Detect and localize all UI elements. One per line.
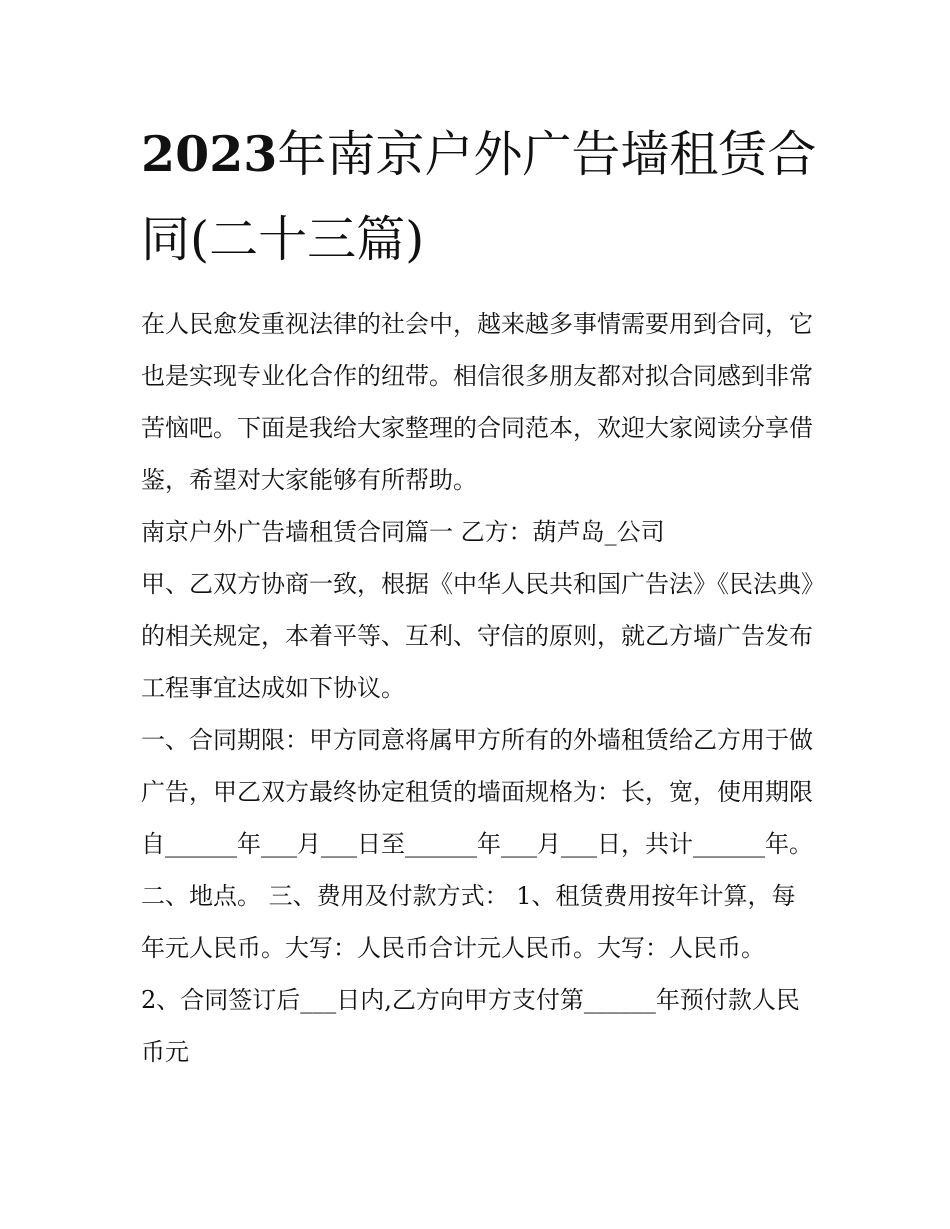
fee-paragraph: 二、地点。 三、费用及付款方式： 1、租赁费用按年计算，每年元人民币。大写：人民币合计元人民币。大写：人民币。 <box>141 882 796 962</box>
title-year: 2023 <box>141 125 278 183</box>
term-paragraph: 一、合同期限：甲方同意将属甲方所有的外墙租赁给乙方用于做广告，甲乙双方最终协定租赁的墙面规格为：长，宽，使用期限自______年___月___日至______年___月___日，共计______年。 <box>141 726 813 858</box>
document-body <box>141 112 817 1078</box>
contract-heading-paragraph: 南京户外广告墙租赁合同篇一 乙方：葫芦岛_公司 <box>141 518 665 546</box>
intro-paragraph: 在人民愈发重视法律的社会中，越来越多事情需要用到合同，它也是实现专业化合作的纽带。相信很多朋友都对拟合同感到非常苦恼吧。下面是我给大家整理的合同范本，欢迎大家阅读分享借鉴，希望对大家能够有所帮助。 <box>141 310 813 494</box>
agreement-paragraph: 甲、乙双方协商一致，根据《中华人民共和国广告法》《民法典》的相关规定，本着平等、互利、守信的原则，就乙方墙广告发布工程事宜达成如下协议。 <box>141 570 813 702</box>
document-title <box>141 112 817 282</box>
title-text: 年南京户外广告墙租赁合同(二十三篇) <box>141 126 817 268</box>
payment-paragraph: 2、合同签订后___日内,乙方向甲方支付第______年预付款人民币元 <box>141 986 800 1066</box>
